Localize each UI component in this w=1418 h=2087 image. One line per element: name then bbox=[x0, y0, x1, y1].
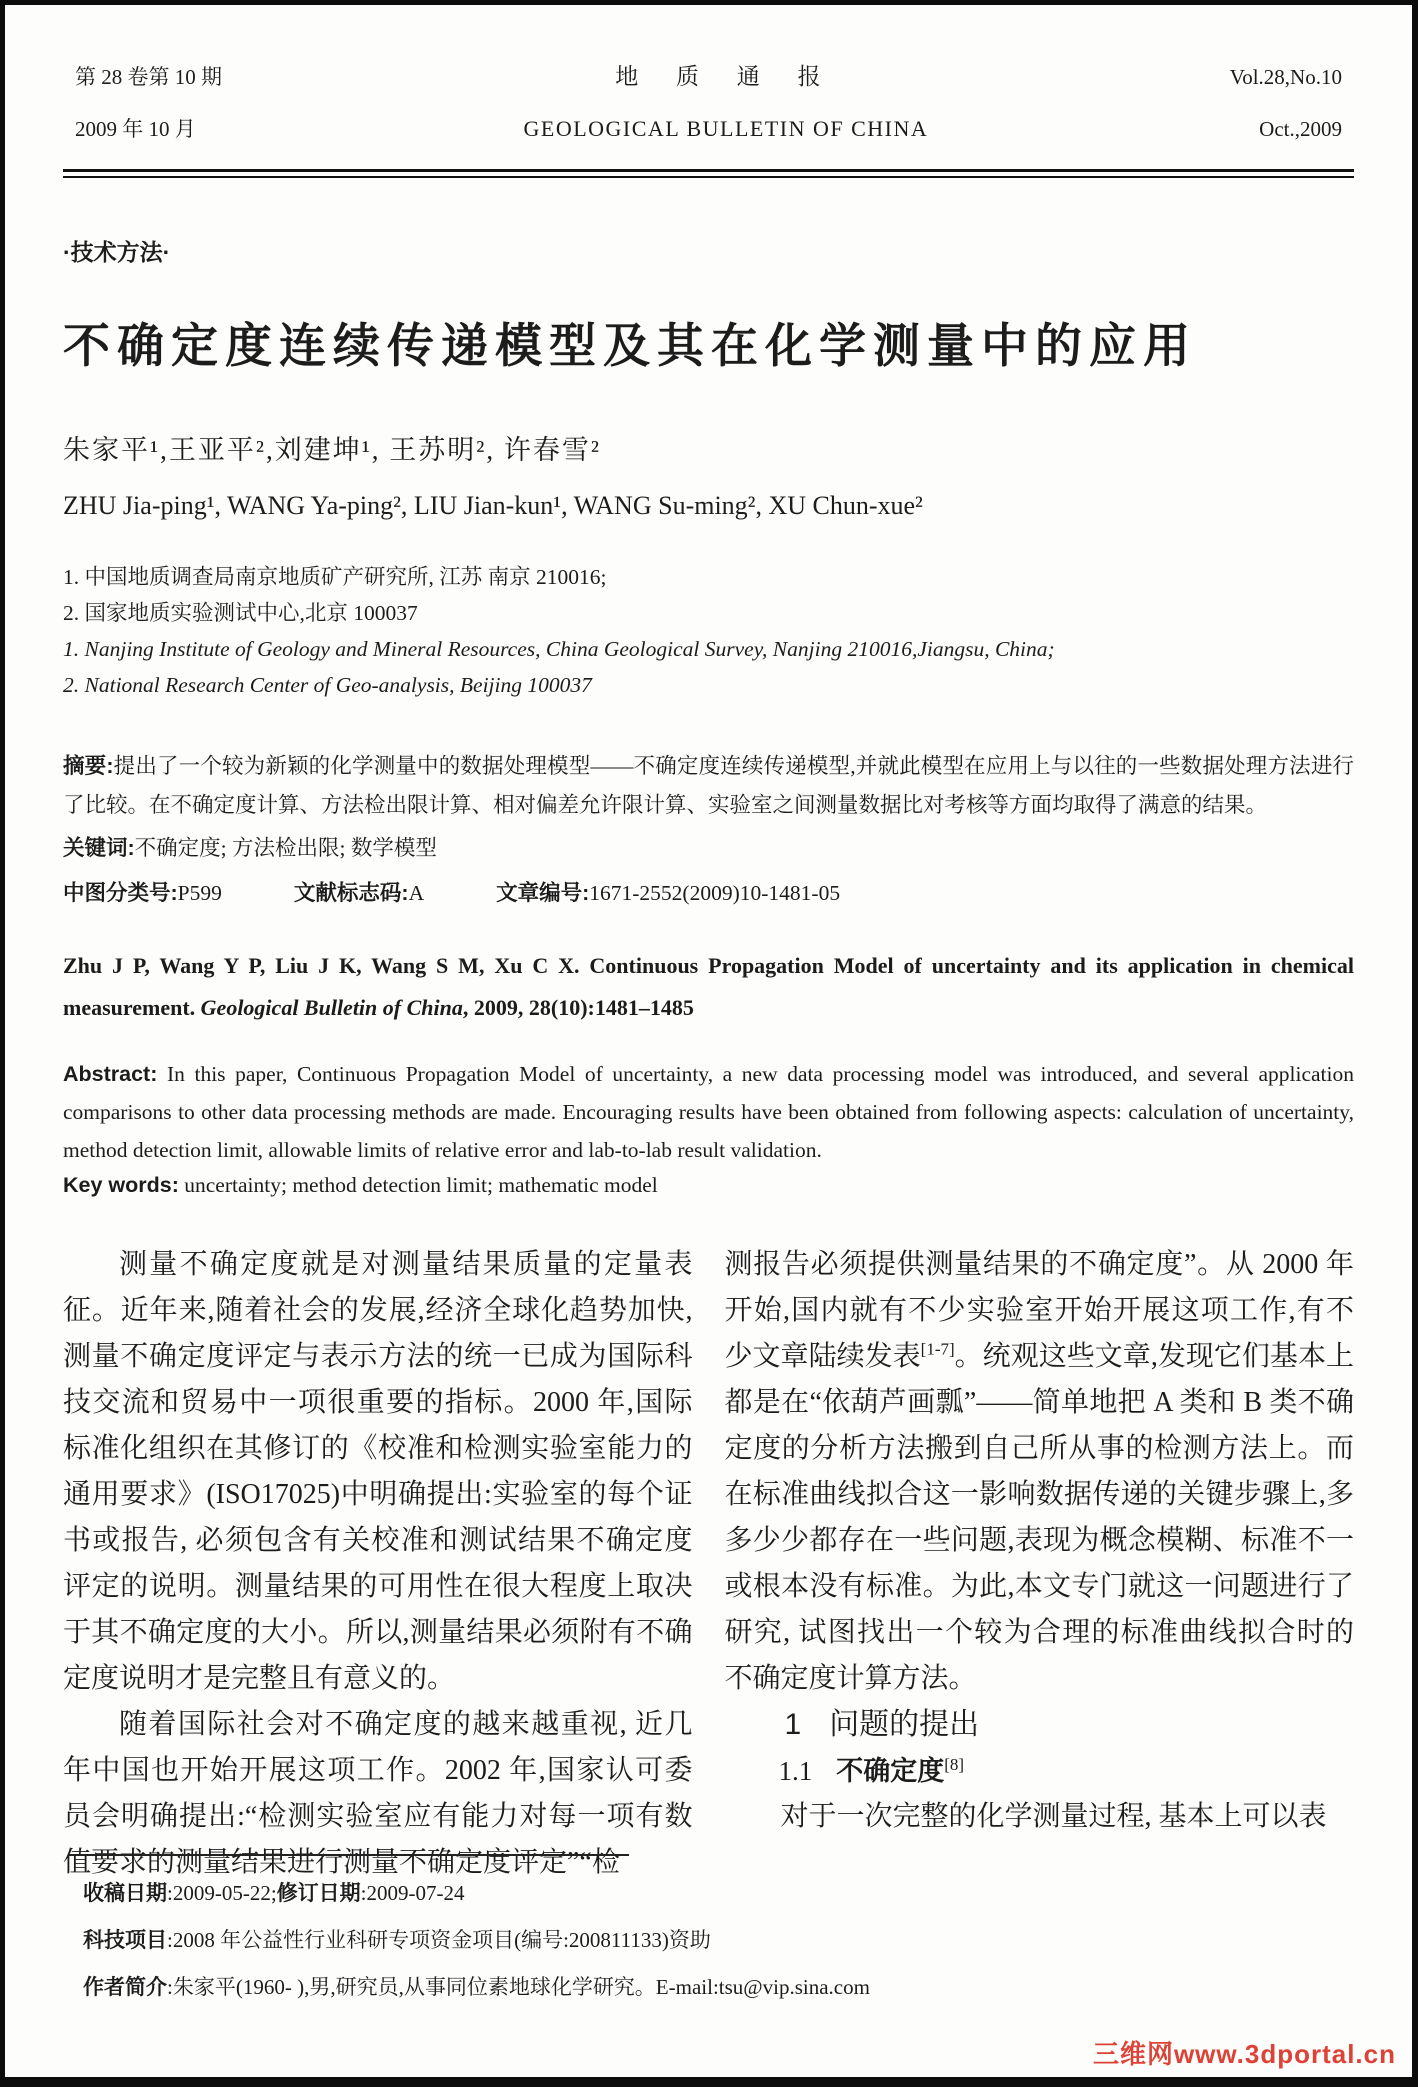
document-code-label: 文献标志码: bbox=[293, 881, 409, 905]
footnote-divider bbox=[69, 1854, 629, 1856]
subsection-heading-1-1 bbox=[725, 1748, 1355, 1794]
clc-label: 中图分类号: bbox=[63, 881, 178, 905]
abstract-cn bbox=[63, 747, 1354, 825]
paragraph-intro-2: 随着国际社会对不确定度的越来越重视, 近几年中国也开始开展这项工作。2002 年,国家认可委员会明确提出:“检测实验室应有能力对每一项有数值要求的测量结果进行测量不确定度评定”“检 bbox=[63, 1709, 693, 1878]
clc-value: P599 bbox=[177, 881, 222, 905]
revised-date-value: :2009-07-24 bbox=[360, 1881, 465, 1905]
paragraph-intro-1: 测量不确定度就是对测量结果质量的定量表征。近年来,随着社会的发展,经济全球化趋势加快,测量不确定度评定与表示方法的统一已成为国际科技交流和贸易中一项很重要的指标。2000 年,国际标准化组织在其修订的《校准和检测实验室能力的通用要求》(ISO17025)中明确提出:实验室的每个证书或报告, 必须包含有关校准和测试结果不确定度评定的说明。测量结果的可用性在很大程度上取决于其不确定度的大小。所以,测量结果必须附有不确定度说明才是完整且有意义的。 bbox=[63, 1249, 693, 1694]
reference-superscript-1-7: [1-7] bbox=[920, 1339, 955, 1359]
section-1-number: 1 bbox=[784, 1708, 802, 1741]
abstract-en-text: In this paper, Continuous Propagation Model of uncertainty, a new data processing model was introduced, and several application comparisons to other data processing methods are made. Encouraging results have been obtained from following aspects: calculation of uncertainty, method detection limit, allowable limits of relative error and lab-to-lab result validation. bbox=[63, 1062, 1354, 1162]
journal-title-en: GEOLOGICAL BULLETIN OF CHINA bbox=[523, 116, 929, 141]
abstract-en bbox=[63, 1055, 1354, 1169]
journal-header bbox=[5, 5, 1412, 155]
issue-date-en: Oct.,2009 bbox=[1259, 117, 1342, 141]
abstract-en-label: Abstract: bbox=[63, 1062, 158, 1086]
reference-superscript-8: [8] bbox=[944, 1755, 965, 1774]
body-columns bbox=[63, 1242, 1354, 1886]
clc-number bbox=[63, 876, 222, 907]
funding-label: 科技项目 bbox=[83, 1929, 167, 1952]
authors-en: ZHU Jia-ping¹, WANG Ya-ping², LIU Jian-kun¹, WANG Su-ming², XU Chun-xue² bbox=[63, 491, 923, 520]
keywords-cn bbox=[63, 831, 1354, 862]
volume-issue-cn: 第 28 卷第 10 期 bbox=[75, 65, 222, 89]
article-id bbox=[496, 876, 840, 907]
subsection-1-1-title: 不确定度 bbox=[836, 1756, 945, 1786]
watermark: 三维网www.3dportal.cn bbox=[1092, 2039, 1396, 2069]
abstract-cn-label: 摘要: bbox=[63, 754, 114, 778]
affiliation-en-2: 2. National Research Center of Geo-analysis, Beijing 100037 bbox=[63, 673, 592, 697]
article-id-label: 文章编号: bbox=[496, 881, 590, 905]
authors-cn: 朱家平¹,王亚平²,刘建坤¹, 王苏明², 许春雪² bbox=[63, 435, 601, 465]
header-double-rule bbox=[63, 169, 1354, 178]
footnote-author-bio bbox=[69, 1964, 1359, 2011]
paper-title: 不确定度连续传递模型及其在化学测量中的应用 bbox=[63, 319, 1197, 372]
affiliation-list bbox=[63, 559, 1354, 703]
author-bio-label: 作者简介 bbox=[83, 1976, 167, 1999]
document-code bbox=[294, 876, 424, 907]
header-left-block bbox=[75, 51, 222, 155]
journal-title-cn: 地 质 通 报 bbox=[615, 64, 837, 89]
column-label: ·技术方法· bbox=[63, 239, 171, 265]
subsection-1-1-number: 1.1 bbox=[778, 1756, 813, 1786]
classification-row bbox=[63, 876, 1354, 907]
keywords-en-text: uncertainty; method detection limit; mathematic model bbox=[178, 1173, 658, 1197]
section-heading-1 bbox=[725, 1702, 1355, 1748]
header-right-block bbox=[1230, 51, 1342, 155]
citation-volume-pages: , 2009, 28(10):1481–1485 bbox=[462, 995, 694, 1020]
citation-en bbox=[63, 945, 1354, 1029]
revised-date-label: 修订日期 bbox=[276, 1882, 361, 1905]
paragraph-intro-3-continued: 。统观这些文章,发现它们基本上都是在“依葫芦画瓢”——简单地把 A 类和 B 类不确定度的分析方法搬到自己所从事的检测方法上。而在标准曲线拟合这一影响数据传递的关键步骤上,多多少少都存在一些问题,表现为概念模糊、标准不一或根本没有标准。为此,本文专门就这一问题进行了研究, 试图找出一个较为合理的标准曲线拟合时的不确定度计算方法。 bbox=[724, 1341, 1354, 1694]
keywords-cn-text: 不确定度; 方法检出限; 数学模型 bbox=[134, 836, 437, 860]
keywords-en bbox=[63, 1173, 1354, 1198]
header-center-block bbox=[524, 51, 929, 155]
funding-value: :2008 年公益性行业科研专项资金项目(编号:200811133)资助 bbox=[167, 1928, 711, 1952]
abstract-cn-text: 提出了一个较为新颖的化学测量中的数据处理模型——不确定度连续传递模型,并就此模型在应用上与以往的一些数据处理方法进行了比较。在不确定度计算、方法检出限计算、相对偏差允许限计算、实验室之间测量数据比对考核等方面均取得了满意的结果。 bbox=[63, 754, 1354, 817]
paragraph-1-1: 对于一次完整的化学测量过程, 基本上可以表 bbox=[780, 1801, 1327, 1832]
paragraph-intro-3-text: 测报告必须提供测量结果的不确定度”。从 2000 年开始,国内就有不少实验室开始开展这项工作,有不少文章陆续发表 bbox=[724, 1249, 1354, 1372]
affiliation-en-1: 1. Nanjing Institute of Geology and Mineral Resources, China Geological Survey, Nanjing 210016,Jiangsu, China; bbox=[63, 637, 1055, 661]
keywords-cn-label: 关键词: bbox=[63, 836, 135, 860]
affiliation-cn-2: 2. 国家地质实验测试中心,北京 100037 bbox=[63, 601, 418, 625]
body-right-column bbox=[725, 1242, 1355, 1886]
body-left-column bbox=[63, 1242, 693, 1886]
footnote-received-revised bbox=[69, 1870, 1359, 1917]
footnote-block bbox=[69, 1854, 1359, 2011]
document-code-value: A bbox=[408, 881, 425, 905]
author-bio-value: :朱家平(1960- ),男,研究员,从事同位素地球化学研究。E-mail:tsu@vip.sina.com bbox=[167, 1975, 870, 1999]
citation-journal-name: Geological Bulletin of China bbox=[200, 995, 463, 1020]
paragraph-intro-3 bbox=[725, 1242, 1355, 1702]
volume-issue-en: Vol.28,No.10 bbox=[1229, 65, 1342, 89]
received-date-label: 收稿日期 bbox=[83, 1882, 167, 1905]
citation-authors-title: Zhu J P, Wang Y P, Liu J K, Wang S M, Xu C X. Continuous Propagation Model of uncertainty and its application in chemical measurement. bbox=[63, 953, 1354, 1020]
affiliation-cn-1: 1. 中国地质调查局南京地质矿产研究所, 江苏 南京 210016; bbox=[63, 565, 607, 589]
footnote-funding bbox=[69, 1917, 1359, 1964]
issue-date-cn: 2009 年 10 月 bbox=[75, 117, 196, 141]
article-id-value: 1671-2552(2009)10-1481-05 bbox=[589, 881, 841, 905]
received-date-value: :2009-05-22; bbox=[167, 1881, 277, 1905]
section-1-title: 问题的提出 bbox=[829, 1708, 980, 1741]
keywords-en-label: Key words: bbox=[63, 1173, 179, 1197]
